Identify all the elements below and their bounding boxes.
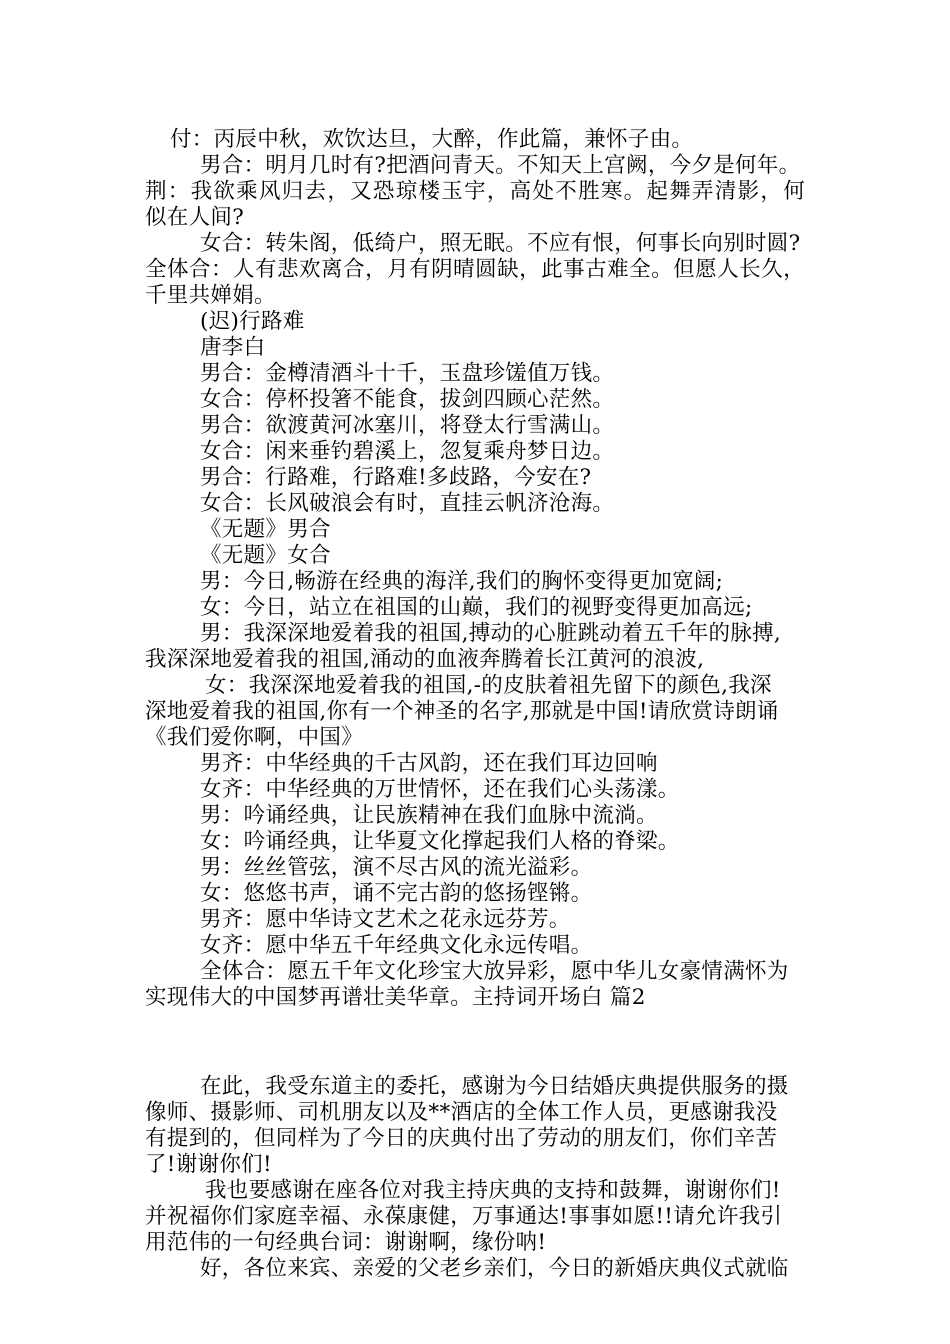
poem-author: 唐李白 xyxy=(200,335,266,360)
text-line: 《无题》男合 xyxy=(200,517,331,542)
text-line: 女合：转朱阁，低绮户，照无眠。不应有恨，何事长向别时圆? xyxy=(200,231,801,256)
text-line: 全体合：人有悲欢离合，月有阴晴圆缺，此事古难全。但愿人长久， xyxy=(145,257,805,282)
text-line: 并祝福你们家庭幸福、永葆康健，万事通达!事事如愿!!请允许我引 xyxy=(145,1204,783,1229)
text-line: 我也要感谢在座各位对我主持庆典的支持和鼓舞，谢谢你们! xyxy=(205,1178,781,1203)
text-line: 男齐：中华经典的千古风韵，还在我们耳边回响 xyxy=(200,751,658,776)
text-line: 女：今日，站立在祖国的山巅，我们的视野变得更加高远; xyxy=(200,595,753,620)
text-line: 男：吟诵经典，让民族精神在我们血脉中流淌。 xyxy=(200,803,658,828)
text-line: 女合：长风破浪会有时，直挂云帆济沧海。 xyxy=(200,491,615,516)
text-line: 像师、摄影师、司机朋友以及**酒店的全体工作人员，更感谢我没 xyxy=(145,1100,778,1125)
text-line: 女：我深深地爱着我的祖国,-的皮肤着祖先留下的颜色,我深 xyxy=(205,673,772,698)
text-line: 男合：行路难，行路难!多歧路，今安在? xyxy=(200,465,592,490)
text-line: 男：今日,畅游在经典的海洋,我们的胸怀变得更加宽阔; xyxy=(200,569,724,594)
text-line: 实现伟大的中国梦再谱壮美华章。主持词开场白 篇2 xyxy=(145,985,646,1010)
text-line: 女：悠悠书声，诵不完古韵的悠扬铿锵。 xyxy=(200,881,593,906)
text-line: 男：丝丝管弦，演不尽古风的流光溢彩。 xyxy=(200,855,593,880)
text-line: 付：丙辰中秋，欢饮达旦，大醉，作此篇，兼怀子由。 xyxy=(170,127,694,152)
text-line: 在此，我受东道主的委托，感谢为今日结婚庆典提供服务的摄 xyxy=(200,1074,789,1099)
text-line: 好，各位来宾、亲爱的父老乡亲们，今日的新婚庆典仪式就临 xyxy=(200,1256,789,1281)
text-line: 荆：我欲乘风归去，又恐琼楼玉宇，高处不胜寒。起舞弄清影，何 xyxy=(145,179,805,204)
text-line: 用范伟的一句经典台词：谢谢啊，缘份呐! xyxy=(145,1230,547,1255)
text-line: 女齐：愿中华五千年经典文化永远传唱。 xyxy=(200,933,593,958)
text-line: 男合：欲渡黄河冰塞川，将登太行雪满山。 xyxy=(200,413,615,438)
text-line: 女合：停杯投箸不能食，拔剑四顾心茫然。 xyxy=(200,387,615,412)
text-line: 了!谢谢你们! xyxy=(145,1152,272,1177)
text-line: 《我们爱你啊，中国》 xyxy=(145,725,364,750)
text-line: 男齐：愿中华诗文艺术之花永远芬芳。 xyxy=(200,907,571,932)
text-line: 女：吟诵经典，让华夏文化撑起我们人格的脊梁。 xyxy=(200,829,680,854)
text-line: 我深深地爱着我的祖国,涌动的血液奔腾着长江黄河的浪波, xyxy=(145,647,705,672)
section-heading: (迟)行路难 xyxy=(200,309,305,334)
text-line: 女合：闲来垂钓碧溪上，忽复乘舟梦日边。 xyxy=(200,439,615,464)
text-line: 《无题》女合 xyxy=(200,543,331,568)
text-line: 千里共婵娟。 xyxy=(145,283,276,308)
text-line: 深地爱着我的祖国,你有一个神圣的名字,那就是中国!请欣赏诗朗诵 xyxy=(145,699,779,724)
text-line: 男：我深深地爱着我的祖国,搏动的心脏跳动着五千年的脉搏, xyxy=(200,621,782,646)
text-line: 男合：明月几时有?把酒问青天。不知天上宫阙，今夕是何年。 xyxy=(200,153,801,178)
text-line: 男合：金樽清酒斗十千，玉盘珍馐值万钱。 xyxy=(200,361,615,386)
text-line: 女齐：中华经典的万世情怀，还在我们心头荡漾。 xyxy=(200,777,680,802)
text-line: 似在人间? xyxy=(145,205,245,230)
text-line: 全体合：愿五千年文化珍宝大放异彩，愿中华儿女豪情满怀为 xyxy=(200,959,789,984)
text-line: 有提到的，但同样为了今日的庆典付出了劳动的朋友们，你们辛苦 xyxy=(145,1126,778,1151)
